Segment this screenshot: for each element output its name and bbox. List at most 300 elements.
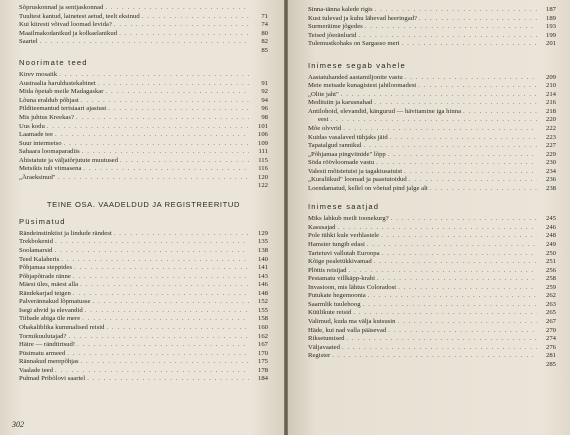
toc-leader-dots	[87, 375, 249, 384]
toc-leader-dots	[375, 6, 537, 15]
toc-entry-page: 209	[545, 73, 556, 81]
toc-leader-dots	[59, 71, 249, 80]
right-page	[288, 0, 570, 435]
toc-entry-title: Kõige pealetükkivamad	[308, 258, 372, 266]
toc-leader-dots	[405, 74, 537, 83]
page-number: 302	[12, 420, 24, 429]
toc-entry	[19, 333, 268, 342]
toc-entry-title: Aastatuhanded aastamiljonite vastu	[308, 73, 403, 81]
toc-entry-page: 98	[261, 114, 268, 122]
toc-entry-page: 92	[261, 88, 268, 96]
toc-entry-page: 141	[257, 264, 268, 272]
toc-entry	[19, 80, 268, 89]
toc-entry	[19, 281, 268, 290]
toc-entry	[19, 88, 268, 97]
toc-leader-dots	[388, 327, 537, 336]
toc-entry-title: Valesti mõistetuist ja tagakiusatuist	[308, 167, 403, 175]
toc-leader-dots	[353, 309, 537, 318]
toc-entry-title: Mõe olvvrid	[308, 125, 342, 133]
section-title-noorimate-teed: Noorimate teed	[19, 58, 88, 68]
toc-entry	[308, 292, 556, 301]
toc-entry-page: 267	[545, 317, 556, 325]
toc-entry	[19, 256, 268, 265]
toc-entry-page: 249	[545, 241, 556, 249]
toc-entry-title: Uus kodu	[19, 122, 45, 130]
toc-leader-dots	[81, 97, 249, 106]
toc-entry-page: 155	[257, 306, 268, 314]
toc-leader-dots	[363, 301, 537, 310]
toc-entry-page: 184	[257, 375, 268, 383]
toc-entry-page: 111	[258, 148, 268, 156]
toc-entry-page: 210	[545, 82, 556, 90]
toc-entry	[308, 134, 556, 143]
toc-leader-dots	[430, 185, 537, 194]
toc-entry	[19, 367, 268, 376]
toc-entry-title: Kasusajad	[308, 223, 336, 231]
toc-entry	[19, 375, 268, 384]
toc-entry-title: Ahistatute ja väljatõrjutute muutused	[19, 156, 118, 164]
toc-entry-page: 152	[257, 298, 268, 306]
toc-entry-page: 160	[257, 323, 268, 331]
toc-entry	[308, 15, 556, 24]
toc-entry	[308, 40, 556, 49]
toc-entry	[308, 309, 556, 318]
toc-entry-page: 229	[545, 150, 556, 158]
toc-entry-title: Surmeräime jõgedes	[308, 23, 363, 31]
toc-entry	[19, 114, 268, 123]
toc-leader-dots	[55, 367, 249, 376]
toc-entry-title: Küülikute reisid	[308, 309, 352, 317]
toc-entry-title: Vaalade teed	[19, 366, 53, 374]
toc-entry	[19, 238, 268, 247]
toc-entry	[19, 350, 268, 359]
toc-leader-dots	[85, 307, 249, 316]
toc-entry-title: Isegi ahvid ja elevandid	[19, 306, 83, 314]
toc-entry-page: 263	[545, 300, 556, 308]
toc-entry-title: Pilditeemantud tertsiaari ajastust	[19, 105, 107, 113]
toc-entry-page: 258	[545, 275, 556, 283]
toc-entry	[308, 344, 556, 353]
toc-entry-page: 281	[545, 352, 556, 360]
toc-entry-page: 223	[545, 133, 556, 141]
toc-leader-dots	[98, 80, 249, 89]
toc-entry	[19, 13, 268, 22]
toc-entry-page: 234	[545, 167, 556, 175]
toc-entry-page: 270	[545, 326, 556, 334]
toc-entry-title: Sahaara loomaparadiis	[19, 148, 80, 156]
toc-entry-extra: 285	[545, 360, 556, 368]
toc-entry-page: 96	[261, 105, 268, 113]
toc-leader-dots	[40, 38, 249, 47]
toc-entry-page: 259	[545, 283, 556, 291]
toc-entry-page: 250	[545, 249, 556, 257]
toc-entry-page: 167	[257, 341, 268, 349]
toc-leader-dots	[376, 159, 537, 168]
toc-leader-dots	[374, 258, 537, 267]
toc-entry-title: Rännakud merepõhjas	[19, 358, 79, 366]
toc-entry-title: Põhjapõtrade ränne	[19, 272, 71, 280]
toc-entry-title: Tartetuvi vallutab Euroopa	[308, 249, 380, 257]
toc-entry-title: Rändeinstinktist ja lindude rändest	[19, 229, 112, 237]
toc-entry-page: 82	[261, 38, 268, 46]
toc-entry	[19, 315, 268, 324]
toc-entry	[19, 290, 268, 299]
toc-leader-dots	[93, 298, 249, 307]
toc-entry	[308, 23, 556, 32]
toc-leader-dots	[419, 15, 537, 24]
toc-entry	[308, 116, 556, 125]
toc-entry-page: 80	[261, 29, 268, 37]
toc-leader-dots	[374, 99, 537, 108]
toc-entry-title: Laamade tee	[19, 131, 53, 139]
toc-entry-title: Invasioon, mis lähtus Coloradost	[308, 283, 397, 291]
toc-leader-dots	[81, 358, 249, 367]
toc-entry-title: Söda röövloomade vastu	[308, 159, 375, 167]
toc-entry	[19, 38, 268, 47]
toc-entry-page: 238	[545, 184, 556, 192]
toc-leader-dots	[341, 91, 537, 100]
toc-entry	[19, 298, 268, 307]
toc-leader-dots	[418, 82, 537, 91]
toc-entry-title: „Põhjamaa pingviinide" lõpp	[308, 150, 386, 158]
toc-entry-page: 248	[545, 232, 556, 240]
toc-entry-title: Väljavaated	[308, 343, 340, 351]
toc-entry-title: Tormikuulutajad?	[19, 332, 67, 340]
toc-entry-page: 162	[257, 332, 268, 340]
toc-leader-dots	[346, 335, 537, 344]
toc-entry-title: Pestamatu villkäpp-krabi	[308, 275, 376, 283]
toc-entry	[19, 307, 268, 316]
toc-entry-page: 246	[545, 223, 556, 231]
toc-entry	[308, 215, 556, 224]
toc-entry-page: 274	[545, 335, 556, 343]
toc-entry	[19, 30, 268, 39]
toc-entry-title: Palverännakud lõpmatusse	[19, 298, 91, 306]
toc-entry-page: 245	[545, 215, 556, 223]
toc-entry-title: Register	[308, 352, 331, 360]
toc-entry	[308, 335, 556, 344]
toc-entry-page: 216	[545, 99, 556, 107]
toc-entry-page: 116	[258, 165, 268, 173]
toc-entry-page: 214	[545, 90, 556, 98]
toc-entry	[308, 267, 556, 276]
toc-entry-page: 265	[545, 309, 556, 317]
toc-leader-dots	[364, 142, 537, 151]
toc-entry-title: Häire — rändtirtsud!	[19, 341, 76, 349]
toc-entry-page: 220	[545, 116, 556, 124]
toc-leader-dots	[58, 174, 249, 183]
toc-entry-page: 178	[257, 366, 268, 374]
toc-leader-dots	[83, 165, 249, 174]
toc-entry-title: Soolamarsid	[19, 247, 53, 255]
toc-leader-dots	[332, 352, 537, 361]
toc-entry	[308, 318, 556, 327]
toc-entry	[308, 32, 556, 41]
toc-leader-dots	[82, 148, 249, 157]
toc-entry	[308, 275, 556, 284]
toc-entry	[308, 99, 556, 108]
toc-leader-dots	[377, 275, 537, 284]
toc-leader-dots	[55, 238, 249, 247]
toc-entry	[19, 97, 268, 106]
toc-entry-page: 251	[545, 258, 556, 266]
toc-leader-dots	[348, 267, 537, 276]
toc-entry-title: Mäest üles, mäest alla	[19, 281, 79, 289]
toc-entry-page: 236	[545, 176, 556, 184]
section-title-inimese-segab-vahele: Inimese segab vahele	[308, 60, 406, 70]
left-top-entries	[19, 4, 268, 47]
toc-entry-page: 199	[545, 31, 556, 39]
toc-entry	[19, 324, 268, 333]
left-section2-entries	[19, 230, 268, 384]
toc-leader-dots	[82, 315, 249, 324]
toc-entry-title: Plöttis reisijad	[308, 266, 347, 274]
toc-entry-page: 262	[545, 292, 556, 300]
toc-entry-title: Tuultest kantud, lainetest aetud, teelt eksinud	[19, 12, 140, 20]
toc-entry-page: 101	[257, 122, 268, 130]
toc-leader-dots	[76, 114, 249, 123]
toc-entry-title: Suur intermetso	[19, 139, 62, 147]
toc-entry-title: Häde, kui nad valla pääsevad	[308, 326, 387, 334]
toc-entry-title: Püsimatu armeed	[19, 349, 66, 357]
toc-entry-title: Kui kiiresti võivad loomad levida?	[19, 21, 112, 29]
toc-entry-title: „Kuraliikud" loomad ja paastutoidud	[308, 176, 407, 184]
toc-entry-page: 71	[261, 12, 268, 20]
toc-leader-dots	[105, 4, 249, 13]
toc-leader-dots	[358, 32, 537, 41]
toc-leader-dots	[409, 176, 537, 185]
toc-leader-dots	[382, 250, 537, 259]
toc-leader-dots	[343, 125, 537, 134]
toc-entry-title: Teised jõeränlurid	[308, 31, 357, 39]
toc-entry-title: Tiibade abiga üle mere	[19, 315, 81, 323]
toc-entry	[19, 157, 268, 166]
toc-entry	[19, 131, 268, 140]
toc-entry-title: Tapatalgud rannikul	[308, 142, 362, 150]
toc-entry-page: 135	[257, 238, 268, 246]
toc-entry-page: 170	[257, 349, 268, 357]
toc-entry-title: Putukate hegemoonia	[308, 292, 366, 300]
toc-leader-dots	[114, 21, 249, 30]
toc-leader-dots	[338, 224, 538, 233]
toc-entry-title: Mida õpetab meile Madagaskar	[19, 88, 104, 96]
toc-entry-page: 201	[545, 40, 556, 48]
toc-leader-dots	[330, 116, 537, 125]
toc-entry	[19, 341, 268, 350]
toc-entry-title: Kuidas vasalaved tühjaks jäid	[308, 133, 388, 141]
section-title-inimese-saatjad: Inimese saatjad	[308, 202, 380, 212]
toc-entry-title: Kirev mosaiik	[19, 71, 58, 79]
toc-entry	[19, 358, 268, 367]
toc-leader-dots	[80, 281, 249, 290]
toc-entry-page: 140	[257, 255, 268, 263]
toc-leader-dots	[77, 341, 249, 350]
toc-entry-title: Metsikis tuli viimasena	[19, 165, 82, 173]
toc-entry	[19, 165, 268, 174]
toc-entry	[19, 273, 268, 282]
toc-entry	[308, 327, 556, 336]
toc-leader-dots	[73, 273, 249, 282]
toc-entry	[308, 224, 556, 233]
toc-entry-title: Lõuna eraldub põhjast	[19, 96, 79, 104]
toc-entry	[308, 232, 556, 241]
toc-leader-dots	[368, 292, 537, 301]
toc-leader-dots	[404, 168, 537, 177]
toc-entry-extra: 85	[261, 46, 268, 54]
toc-entry	[308, 108, 556, 117]
toc-entry	[308, 142, 556, 151]
toc-entry-title: Tulemustkohaks on Sargasso meri	[308, 40, 400, 48]
right-top-entries	[308, 6, 556, 49]
toc-leader-dots	[73, 290, 249, 299]
toc-leader-dots	[402, 40, 537, 49]
toc-entry	[308, 185, 556, 194]
toc-entry-page: 74	[261, 21, 268, 29]
right-section1-entries	[308, 74, 556, 194]
toc-entry-title: Miks lahkub meilt toonekurg?	[308, 215, 389, 223]
section-title-pusimatud: Püsimatud	[19, 216, 66, 226]
toc-leader-dots	[142, 13, 249, 22]
toc-entry-title: Mis juhtus Kreekas?	[19, 114, 74, 122]
toc-leader-dots	[367, 241, 537, 250]
toc-leader-dots	[397, 318, 537, 327]
toc-leader-dots	[55, 131, 249, 140]
toc-entry	[308, 91, 556, 100]
toc-entry-page: 227	[545, 142, 556, 150]
toc-entry	[308, 74, 556, 83]
toc-entry-page: 91	[261, 79, 268, 87]
toc-entry	[308, 241, 556, 250]
toc-entry	[308, 301, 556, 310]
toc-entry	[308, 6, 556, 15]
toc-entry-page: 187	[545, 6, 556, 13]
toc-entry-title: Kust tulevad ja kuhu lähevad heeringad?	[308, 14, 418, 22]
toc-entry-title: „Äraeksinud"	[19, 173, 56, 181]
toc-entry-page: 146	[257, 281, 268, 289]
toc-leader-dots	[390, 134, 537, 143]
toc-entry-title: Meie metsade kunagistest jahiloomadest	[308, 82, 417, 90]
toc-entry	[19, 247, 268, 256]
right-section2-entries	[308, 215, 556, 360]
toc-entry-title: Austraalia haruldustekabinet	[19, 79, 96, 87]
toc-entry	[19, 148, 268, 157]
toc-leader-dots	[120, 157, 249, 166]
toc-entry-page: 94	[261, 96, 268, 104]
toc-leader-dots	[64, 140, 249, 149]
toc-leader-dots	[54, 247, 249, 256]
toc-entry-title: Saarmlik tuulehoog	[308, 300, 361, 308]
toc-entry-page: 148	[257, 289, 268, 297]
toc-entry	[19, 264, 268, 273]
toc-leader-dots	[47, 123, 249, 132]
toc-entry	[19, 174, 268, 183]
toc-entry	[308, 151, 556, 160]
toc-entry	[19, 105, 268, 114]
toc-leader-dots	[74, 264, 249, 273]
toc-entry	[308, 258, 556, 267]
toc-leader-dots	[61, 256, 249, 265]
toc-entry-page: 193	[545, 23, 556, 31]
toc-entry-page: 109	[257, 139, 268, 147]
toc-entry	[308, 352, 556, 361]
toc-entry-title: Antilohoid, elevandid, kängurud — hävitamine iga hinna	[308, 107, 462, 115]
part-title: TEINE OSA. VAADELDUD JA REGISTREERITUD	[46, 199, 241, 209]
toc-entry	[19, 230, 268, 239]
toc-entry	[19, 71, 268, 80]
toc-entry-page: 106	[257, 131, 268, 139]
toc-leader-dots	[119, 30, 249, 39]
toc-leader-dots	[106, 88, 250, 97]
toc-entry	[19, 140, 268, 149]
toc-entry-page: 222	[545, 125, 556, 133]
toc-entry-title: Riksetumised	[308, 335, 345, 343]
toc-entry-title: eest	[318, 116, 329, 124]
toc-entry-title: „Olite jaht"	[308, 90, 339, 98]
toc-entry-page: 189	[545, 14, 556, 22]
toc-leader-dots	[398, 284, 537, 293]
toc-entry-title: Meditsiin ja karusnahad	[308, 99, 373, 107]
toc-entry-title: Valimud, kuda ma välja kutsusin	[308, 317, 396, 325]
toc-entry	[19, 4, 268, 13]
toc-leader-dots	[106, 324, 249, 333]
toc-entry	[19, 123, 268, 132]
toc-entry-page: 143	[257, 272, 268, 280]
toc-entry-title: Teed Kalaheris	[19, 255, 60, 263]
toc-entry	[19, 21, 268, 30]
toc-leader-dots	[381, 232, 537, 241]
toc-entry-title: Sõpruskonnad ja sentjaskonnad	[19, 4, 104, 11]
toc-entry-title: Trekbokenid	[19, 238, 53, 246]
toc-entry-page: 158	[257, 315, 268, 323]
toc-entry	[308, 159, 556, 168]
toc-entry-page: 256	[545, 266, 556, 274]
toc-entry	[308, 125, 556, 134]
toc-entry-title: Pole tühki kule verhlastele	[308, 232, 380, 240]
toc-entry-page: 218	[545, 107, 556, 115]
toc-leader-dots	[388, 151, 537, 160]
toc-leader-dots	[114, 230, 249, 239]
toc-entry-page: 175	[257, 358, 268, 366]
toc-entry	[308, 176, 556, 185]
toc-entry-page: 138	[257, 247, 268, 255]
toc-entry-title: Sinna-tänna kalede rigis	[308, 6, 373, 13]
toc-leader-dots	[108, 105, 249, 114]
toc-leader-dots	[391, 215, 537, 224]
toc-entry-page: 120	[257, 173, 268, 181]
toc-entry-title: Rändekarjad teigen	[19, 289, 71, 297]
left-section1-entries	[19, 71, 268, 182]
toc-entry-title: Maailmakodanikud ja kolkaelanikud	[19, 29, 118, 37]
toc-leader-dots	[68, 333, 249, 342]
toc-leader-dots	[67, 350, 249, 359]
toc-entry-page: 129	[257, 229, 268, 237]
toc-entry-extra: 122	[257, 182, 268, 190]
left-page	[0, 0, 284, 435]
toc-entry-title: Ohakaliblika kummalised reisid	[19, 323, 105, 331]
toc-entry	[308, 82, 556, 91]
toc-leader-dots	[463, 108, 537, 117]
toc-entry-page: 230	[545, 159, 556, 167]
toc-entry-title: Saartel	[19, 38, 38, 46]
toc-entry-title: Hamster tungib edasi	[308, 241, 365, 249]
toc-entry	[308, 168, 556, 177]
toc-entry	[308, 284, 556, 293]
toc-entry-page: 115	[258, 156, 268, 164]
toc-entry-page: 276	[545, 343, 556, 351]
toc-entry-title: Põhjamaa steppides	[19, 264, 72, 272]
toc-entry-title: Loendamatud, kellel on võetud pind jalge alt	[308, 184, 428, 192]
toc-entry	[308, 250, 556, 259]
